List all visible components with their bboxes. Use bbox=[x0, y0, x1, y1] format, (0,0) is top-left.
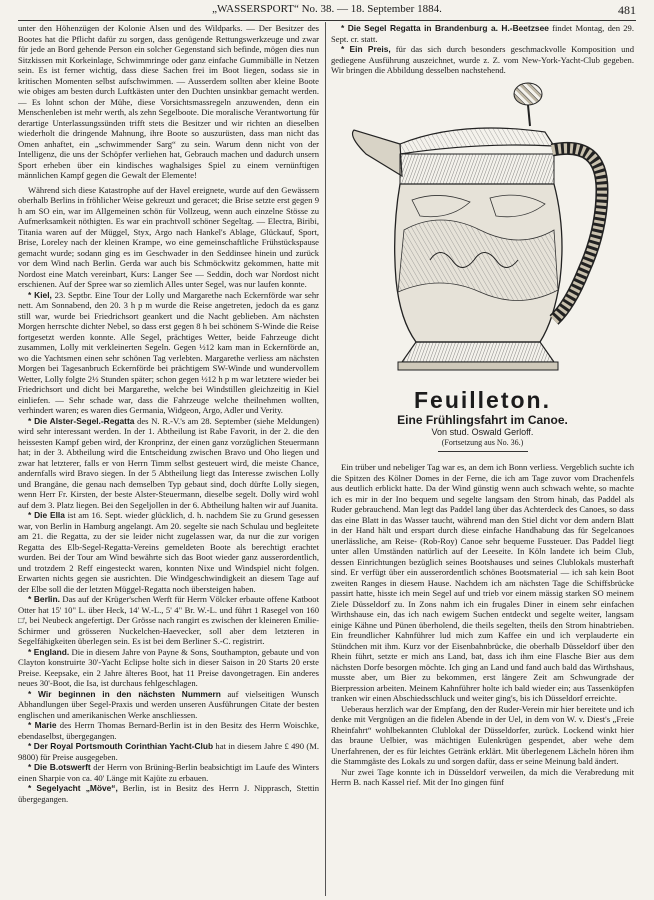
paragraph-text: Nur zwei Tage konnte ich in Düsseldorf verweilen, da mich die Verabredung mit Herrn B. nach Kassel rief. Mit der Ino gingen fünf bbox=[331, 766, 634, 787]
pitcher-base bbox=[402, 342, 554, 362]
pitcher-spout bbox=[353, 130, 403, 176]
column-rule bbox=[325, 22, 326, 896]
news-item-text: ist am 16. Sept. wieder glücklich, d. h. nachdem Sie zu Grund gesessen war, von Berlin in Hamburg angelangt. Am 20. segelte sie nach Schulau und begleitete am 21. die Regatta, zu der sie leider nicht zugelassen war, da nur die zur vorigen Regatta des Elb-Segel-Regatta-Vereins gemeldeten Boote als berechtigt erachtet wurden. Bei der Tour am Wind bewährte sich das Boot wieder ganz ausserordentlich, und trotzdem 2 Reff eingesteckt waren, konnten Nixe und Windspiel nicht folgen. Erwarten nichts gegen sie ausrichten. Die Windgeschwindigkeit an diesem Tage auf der Elbe soll die der letzten Müggel-Regatta noch übersteigen haben. bbox=[18, 510, 319, 594]
feuilleton-heading bbox=[331, 387, 634, 452]
news-item bbox=[18, 689, 319, 721]
news-item-text: findet Montag, den 29. Sept. cr. statt. bbox=[331, 23, 634, 44]
news-item-text: für das sich durch besonders geschmackvolle Komposition und gediegene Ausführung auszeichnet, wurde z. Z. vom New-York-Yacht-Club gegeben. Wir bringen die Abbildung desselben nachstehend. bbox=[331, 44, 634, 75]
left-column bbox=[18, 23, 319, 895]
news-item-text: Die in diesem Jahre von Payne & Sons, Southampton, gebaute und von Clayton konstruirte 30'-Yacht Eclipse holte sich in dieser Saison in 20 Starts 20 erste Preise. Keepsake, ein 2 Jahre älteres Boot, hat 11 Preise davongetragen. Ein anderes neues 30'-Boot, die Isa, ist durchaus fehlgeschlagen. bbox=[18, 646, 319, 688]
page-header bbox=[18, 3, 636, 19]
news-item bbox=[18, 416, 319, 511]
pitcher-neck-band bbox=[400, 154, 554, 184]
news-item-heading: * Die Alster-Segel.-Regatta bbox=[28, 415, 135, 426]
news-item-text: Berlin, ist in Besitz des Herrn J. Nipprasch, Stettin übergegangen. bbox=[18, 783, 319, 804]
right-column-notices bbox=[331, 23, 634, 76]
news-item-heading: * Die B.otswerft bbox=[28, 762, 91, 772]
news-item-heading: * Die Segel Regatta in Brandenburg a. H.-Beetzsee bbox=[341, 23, 549, 33]
news-item-text: 23. Septbr. Eine Tour der Lolly und Margarethe nach Eckernförde war sehr nett. Am Sonnabend, den 20. 3 h p m wurde die Reise angetreten, jedoch da es ganz still war, wurde bei Friedrichsort geankert und die Nacht geblieben. Am nächsten Morgen herrschte dichter Nebel, so dass erst gegen 8 h bei schönem S-Winde die Reise fortgesetzt werden konnte. Alle Segel, prächtiges Wetter, beide Fahrzeuge dicht zusammen, Lolly mit verkleinerten Segeln. Gegen ½12 kam man in Eckernförde an, wo die Yachtsmen einen sehr schönen Tag verlebten. Margarethe verliess am nächsten Morgen bei Tagesanbruch Eckernförde bei prächtigem SW-Winde und wundervollem Wetter, Lolly folgte 2½ Stunden später; schon gegen ½12 h p m war letztere wieder bei Friedrichsort und dicht bei Margarethe, welche bei Windstillen gleichzeitig in Kiel einliefen. — Sehr schade war, dass die Fahrzeuge welche theilnehmen wollten, verhindert waren; es waren dies Germania, Widgeon, Argo, Adler und Verity. bbox=[18, 289, 319, 415]
header-rule bbox=[18, 20, 636, 21]
news-item bbox=[18, 594, 319, 647]
news-item-text: auf vielseitigen Wunsch Abhandlungen über Segel-Praxis und werden unseren Ausführungen Citate der besten englischen und amerikanischen Werke anschliessen. bbox=[18, 688, 319, 720]
paragraph-text: Während sich diese Katastrophe auf der Havel ereignete, wurde auf den Gewässern oberhalb Berlins in fröhlicher Weise gekreuzt und geracet; die Brise setzte erst gegen 9 h am SO ein, war im Allgemeinen schön für Vollzeug, wenn auch einzelne Stösse zu Aufmerksamkeit nöthigten. Es war ein prachtvoll schöner Segeltag. — Electra, Biribi, Titania waren auf der Müggel, Styx, Argo nach Hankel's Ablage, Glückauf, Sport, Brise, Loreley nach der kleinen Krampe, wo eine gemeinschaftliche Frühstückspause gemacht wurde; sodann ging es im Geschwader in den Seddinsee hinein und zurück vor dem Wind nach Berlin. Gerda war auch bis Schmöckwitz gekommen, hatte mit Nordost eine Match vereinbart, Kurs: Langer See — Seddin, doch war Nordost nicht erschienen. Auf der Spree war so ziemlich Alles unter Segel, was nur laufen konnte. bbox=[18, 184, 319, 289]
feuilleton-rule bbox=[438, 451, 528, 452]
news-item-text: Das auf der Krüger'schen Werft für Herrn Völcker erbaute offene Katboot Otter hat 15' 10" L. über Heck, 14' W.-L., 5' 4" Br. W.-L. und führt 1 Rasegel von 160 □', bei Neubeck angefertigt. Der Grösse nach rangirt es zwischen der kleineren Emilie-Schirmer und grösseren Nuckelchen-Haevecker, soll aber dem letzteren in Segelfähigkeiten überlegen sein. Es ist bei dem Berliner S.-C. registrirt. bbox=[18, 594, 319, 646]
news-item-heading: * Segelyacht „Möve“, bbox=[28, 783, 118, 793]
feuilleton-title: Feuilleton. bbox=[414, 387, 551, 413]
prize-pitcher-illustration bbox=[340, 80, 626, 376]
news-item bbox=[331, 23, 634, 44]
news-item-heading: * England. bbox=[28, 646, 70, 657]
article-paragraph bbox=[331, 462, 634, 704]
news-item-heading: * Kiel, bbox=[28, 289, 52, 300]
news-item-text: der Herrn von Brüning-Berlin beabsichtigt im Laufe des Winters einen Sharpie von ca. 40' Länge mit Kajüte zu erbauen. bbox=[18, 762, 319, 783]
news-item bbox=[18, 647, 319, 689]
feuilleton-subtitle: Eine Frühlingsfahrt im Canoe. bbox=[397, 413, 568, 427]
news-item-text: des N. R.-V.'s am 28. September (siehe Meldungen) wird sehr interessant werden. In der 1. Abtheilung ist Rabe Favorit, in der 2. die den heissesten Kampf geben wird, der Kronprinz, der einen ganz vorzüglichen Steuermann hat; in der 3. Abtheilung wird die Entscheidung zwischen Bravo und Oho liegen und zwar hat letzterer, falls er von Herrn Timm selbst gesteuert wird, die meiste Chance, andernfalls wird Bravo siegen. In der 5 Abtheilung liegt das Interesse zwischen Lolly und Brangäne, die genau nach demselben Typ gebaut sind, doch dürfte Lolly siegen, wenn Herr Fr. Kirsten, der beste Alster-Steuermann, dieselbe segelt. Dolly wird wohl auf dem 3. Platz liegen. Bei den Segeljollen in der 6. Abtheilung halten wir auf Juanita. bbox=[18, 415, 319, 510]
article-paragraph bbox=[331, 704, 634, 767]
news-item-heading: * Wir beginnen in den nächsten Nummern bbox=[28, 688, 221, 699]
news-item bbox=[18, 720, 319, 741]
news-item-heading: * Der Royal Portsmouth Corinthian Yacht-Club bbox=[28, 741, 214, 751]
running-title: „WASSERSPORT“ No. 38. — 18. September 1884. bbox=[212, 3, 442, 15]
paragraph-text: Ueberaus herzlich war der Empfang, den der Ruder-Verein mir hier bereitete und ich denke mit Vergnügen an die fidelen Abende in der Uel, in dem von W. v. Diest's „Freie Rheinfahrt“ wohlbekannten Clublokal der Düsseldorfer, zurück. Lockend winkt hier das braune Uelbier, was mächtigen Eulenkrügen gespendet, aber wehe dem Unerfahrenen, der es für leichtes Getränk erklärt. Mit überlegenem Lächeln hören ihm die Stammgäste des Lokals zu und sorgen dafür, dass er seine Meinung bald ändert. bbox=[331, 703, 634, 766]
article-paragraph bbox=[331, 767, 634, 788]
feuilleton-author: Von stud. Oswald Gerloff. bbox=[431, 427, 534, 437]
paragraph-text: Ein trüber und nebeliger Tag war es, an dem ich Bonn verliess. Vergeblich suchte ich die Spitzen des Kölner Domes in der Ferne, die ich am Tage zuvor vom Drachenfels aus deutlich erblickt hatte. Da der Wind günstig wenn auch schwach wehte, so machte ich es mir in der Ino bequem und segelte langsam den Strom hinab, das Paddel als Ruder gebrauchend. Man legt das Paddel lang über das Achterdeck des Canoes, so dass das eine Blatt in das Wasser taucht, während man den Stiel dicht vor dem andern Blatt in der Hand hält und erspart durch diese einfache Handhabung das für Segelcanoes unerlässliche, am Reise- (Rob-Roy) Canoe sehr bequeme Fussteuer. Das Paddel liegt unter allen Umständen natürlich auf der Leeseite. In Köln landete ich beim Club, dessen Einrichtungen bezüglich seines Bootshauses und seines Clublokals musterhaft sind. Er verfügt über ein ausserordentlich schönes Bootsmaterial — ich sah kein Boot zweiten Ranges in diesem Hause. Nachdem ich am nächsten Tage die Schiffsbrücke passirt hatte, hisste ich mein Segel auf und trieb vor einem mässig starken SO meinem Ziele Düsseldorf zu. In Zons nahm ich ein frugales Diner in einem sehr einfachen Wirthshause ein, das ich nach ewigem Suchen entdeckt und segelte weiter, langsam einige Kähne und Pünen überholend, die theils segelten, theils den Strom hinabtrieben. Ein freundlicher Kahnführer lud mich zum Kaffee ein und ich verplauderte ein Stündchen mit ihm. Kurz vor der Eisenbahnbrücke, die oberhalb Düsseldorf über den Rhein führt, setzte er mich ans Land, bat, dass ich ihm eine Flasche Bier aus dem nächsten Dorfe besorgen möchte. Ich ging an Land und fand auch bald das Wirthshaus, musste aber, um Bier zu bekommen, erst längere Zeit am Schwungrade der Bierpression arbeiten. Meinem Kahnführer holte ich bald wieder ein; aus Tassenköpfen tranken wir einen Abschiedsschluck und weiter ging's, bis ich Düsseldorf erreichte. bbox=[331, 462, 634, 703]
news-item bbox=[18, 290, 319, 416]
feuilleton-continuation: (Fortsetzung aus No. 36.) bbox=[441, 438, 524, 447]
news-item-heading: * Ein Preis, bbox=[341, 44, 391, 54]
article-paragraph bbox=[18, 23, 319, 181]
feuilleton-text bbox=[331, 462, 634, 896]
news-item-text: hat in diesem Jahre £ 490 (M. 9800) für Preise ausgegeben. bbox=[18, 741, 319, 762]
pitcher-finial bbox=[514, 83, 542, 126]
news-item bbox=[18, 783, 319, 804]
news-item-heading: * Marie bbox=[28, 720, 57, 730]
pitcher-lid bbox=[400, 128, 554, 154]
news-item bbox=[18, 762, 319, 783]
news-item-heading: * Die Ella bbox=[28, 510, 65, 520]
news-item bbox=[18, 510, 319, 594]
paragraph-text: unter den Höhenzügen der Kolonie Alsen und des Wildparks. — Der Besitzer des Bootes hat die Pflicht dafür zu sorgen, dass genügende Rettungswerkzeuge und zwar für jede an Bord gehende Person ein solcher Gegenstand sich befinde, mögen dies nun Sitzkissen mit Korkeinlage, Schwimmringe oder ganz einfache Gummibälle in Netzen sein. Es ist ferner wichtig, dass diese Sachen frei im Boot liegen, sodass sie in kritischen Momenten selbst aufschwimmen. — Ausserdem sollten aber kleine Boote wie obiges am besten durch Luftkästen unter den Duchten unsinkbar gemacht werden. — Es lohnt schon der Mühe, diese Vorsichtsmassregeln anzuwenden, denn ein Menschenleben ist mehr werth, als zehn Segelboote. Die moralische Verantwortung für derartige Unterlassungssünden trifft stets die Besitzer und wir richten an dieselben wiederholt die dringende Mahnung, ihre Boote so auszurüsten, dass man nicht das Omen anhaftet, ein „schwimmender Sarg“ zu sein. Warum denn nicht von der Intelligenz, die uns der Schöpfer verliehen hat, Gebrauch machen und dadurch unsern Sport erheben über ein kindisches waghalsiges Spiel zu einem vernünftigen männlichen Kampf gegen die Gewalt der Elemente! bbox=[18, 23, 319, 180]
news-item-heading: * Berlin. bbox=[28, 594, 60, 604]
news-item bbox=[331, 44, 634, 76]
page-number: 481 bbox=[618, 3, 636, 17]
news-item-text: des Herrn Thomas Bernard-Berlin ist in den Besitz des Herrn Woischke, ebendaselbst, übergegangen. bbox=[18, 720, 319, 741]
news-item bbox=[18, 741, 319, 762]
article-paragraph bbox=[18, 185, 319, 290]
